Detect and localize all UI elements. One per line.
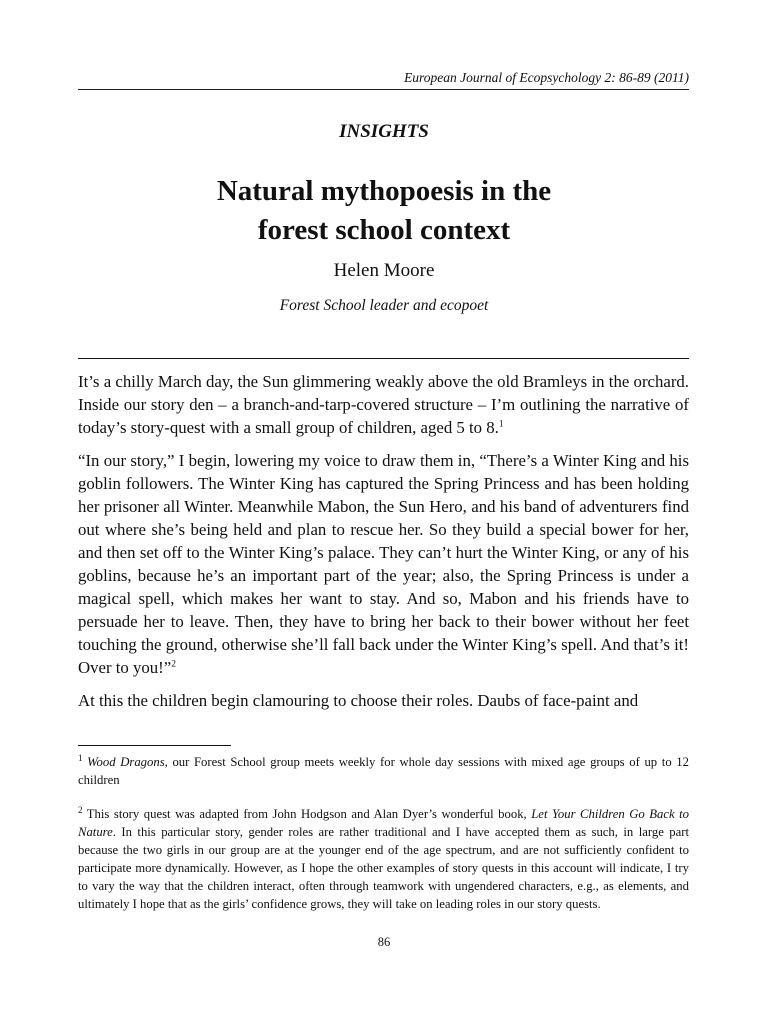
footnote-1-italic-lead: Wood Dragons [87, 755, 165, 769]
footnote-ref-1[interactable]: 1 [498, 419, 504, 430]
footnote-divider [78, 745, 231, 746]
body-paragraph-3 [78, 689, 689, 712]
paragraph-2-text: “In our story,” I begin, lowering my voice to draw them in, “There’s a Winter King and his goblin followers. The Winter King has captured the Spring Princess and has been holding her prisoner all Winter. Meanwhile Mabon, the Sun Hero, and his band of adventurers find out where she’s being held and plan to rescue her. So they build a special bower for her, and then set off to the Winter King’s palace. They can’t hurt the Winter King, or any of his goblins, because he’s an important part of the year; also, the Spring Princess is under a magical spell, which makes her want to stay. And so, Mabon and his friends have to persuade her to leave. Then, they have to bring her back to their bower without her feet touching the ground, otherwise she’ll fall back under the Winter King’s spell. And that’s it! Over to you!” [78, 451, 689, 677]
body-paragraph-2 [78, 449, 689, 679]
article-title [0, 172, 768, 250]
footnote-1 [78, 753, 689, 789]
section-label: INSIGHTS [339, 121, 429, 142]
footnote-1-number: 1 [78, 752, 83, 763]
title-line-1: Natural mythopoesis in the [216, 175, 552, 207]
title-divider [78, 358, 689, 359]
article-body [78, 370, 689, 722]
footnote-ref-2[interactable]: 2 [171, 659, 176, 670]
footnote-2-lead: This story quest was adapted from John Hodgson and Alan Dyer’s wonderful book, [86, 807, 532, 821]
body-paragraph-1 [78, 370, 689, 439]
running-header: European Journal of Ecopsychology 2: 86-89 (2011) [78, 70, 689, 90]
author-affiliation: Forest School leader and ecopoet [279, 297, 489, 314]
footnote-2-number: 2 [78, 804, 83, 815]
footnote-1-text: , our Forest School group meets weekly for whole day sessions with mixed age groups of up to 12 children [78, 755, 689, 787]
paragraph-1-text: It’s a chilly March day, the Sun glimmering weakly above the old Bramleys in the orchard. Inside our story den – a branch-and-tarp-covered structure – I’m outlining the narrative of today’s story-quest with a small group of children, aged 5 to 8. [78, 372, 689, 437]
paragraph-3-text: At this the children begin clamouring to choose their roles. Daubs of face-paint and [78, 691, 639, 710]
title-line-2: forest school context [257, 214, 511, 246]
author-name: Helen Moore [333, 260, 435, 281]
page-number: 86 [377, 935, 391, 949]
footnote-2 [78, 805, 689, 913]
footnote-2-book-title: Let Your Children Go Back to Nature [78, 807, 689, 839]
footnote-2-text: . In this particular story, gender roles are rather traditional and I have accepted them as such, in large part because the two girls in our group are at the younger end of the age spectrum, and are not sufficiently confident to participate more dynamically. However, as I hope the other examples of story quests in this account will indicate, I try to vary the way that the children interact, often through teamwork with ungendered characters, e.g., as elements, and ultimately I hope that as the girls’ confidence grows, they will take on leading roles in our story quests. [78, 825, 689, 911]
footnotes [78, 753, 689, 929]
